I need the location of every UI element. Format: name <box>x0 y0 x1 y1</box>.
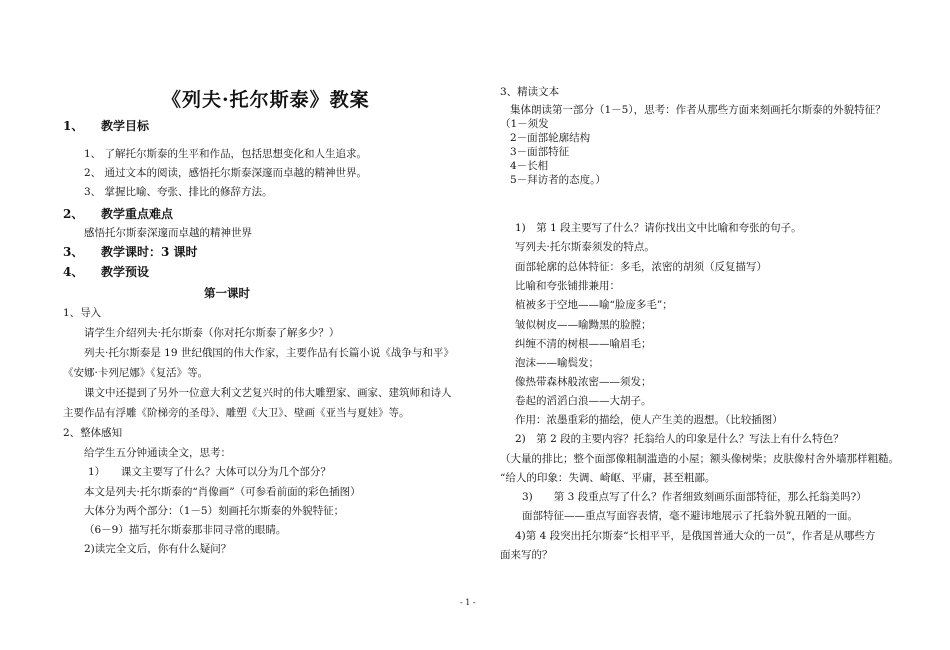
answer-line: 面来写的？ <box>500 549 553 561</box>
key-point-text: 感悟托尔斯泰深邃而卓越的精神世界 <box>84 227 252 239</box>
paragraph-line: 2)读完全文后，你有什么疑问？ <box>84 543 232 555</box>
answer-line: 卷起的滔滔白浪——大胡子。 <box>515 395 652 407</box>
answer-line: 纠缠不清的树根——喻眉毛； <box>515 338 652 350</box>
paragraph-line: 课文中还提到了另外一位意大利文艺复兴时的伟大雕塑家、画家、建筑师和诗人 <box>84 387 452 399</box>
question-line: 3－面部特征 <box>510 146 570 158</box>
lesson-title: 第一课时 <box>204 286 250 300</box>
paragraph-line: 1） 课文主要写了什么？大体可以分为几个部分？ <box>88 466 331 478</box>
section-number: 4、 <box>63 265 84 279</box>
paragraph-line: 《安娜·卡列尼娜》《复活》等。 <box>63 367 209 379</box>
answer-line: 作用：浓墨重彩的描绘，使人产生美的遐想。（比较插图） <box>515 414 783 426</box>
paragraph-line: 主要作品有浮雕《阶梯旁的圣母》、雕塑《大卫》、壁画《亚当与夏娃》等。 <box>63 407 410 419</box>
goal-item: 2、 通过文本的阅读，感悟托尔斯泰深邃而卓越的精神世界。 <box>84 167 368 179</box>
paragraph-line: 请学生介绍列夫·托尔斯泰（你对托尔斯泰了解多少？） <box>84 327 340 339</box>
paragraph-line: 大体分为两个部分：（1－5）刻画托尔斯泰的外貌特征； <box>84 505 345 517</box>
section-title: 教学预设 <box>101 265 150 279</box>
section-number: 3、 <box>63 245 84 259</box>
subsection-heading: 3、精读文本 <box>500 86 560 98</box>
answer-line: 皱似树皮——喻黝黑的脸膛； <box>515 319 652 331</box>
subsection-heading: 1、导入 <box>63 307 102 319</box>
question-line: 集体朗读第一部分（1－5），思考：作者从那些方面来刻画托尔斯泰的外貌特征？ <box>510 104 886 116</box>
answer-line: 比喻和夸张铺排兼用： <box>515 280 620 292</box>
answer-line: 2) 第 2 段的主要内容？托翁给人的印象是什么？写法上有什么特色？ <box>515 433 844 445</box>
question-line: 5－拜访者的态度。） <box>510 174 606 186</box>
answer-line: 像热带森林般浓密——须发； <box>515 376 652 388</box>
answer-line: 1) 第 1 段主要写了什么？请你找出文中比喻和夸张的句子。 <box>515 222 802 234</box>
section-title: 教学重点难点 <box>101 207 174 221</box>
goal-item: 1、 了解托尔斯泰的生平和作品，包括思想变化和人生追求。 <box>84 148 368 160</box>
question-line: 2－面部轮廓结构 <box>510 132 591 144</box>
paragraph-line: 列夫·托尔斯泰是 19 世纪俄国的伟大作家，主要作品有长篇小说《战争与和平》 <box>84 347 454 359</box>
paragraph-line: （6－9）描写托尔斯泰那非同寻常的眼睛。 <box>84 524 287 536</box>
question-line: 4－长相 <box>510 160 549 172</box>
answer-line: 植被多于空地——喻“脸庞多毛”； <box>515 299 673 311</box>
subsection-heading: 2、整体感知 <box>63 427 123 439</box>
question-line: （1－须发 <box>500 118 549 130</box>
answer-line: “给人的印象：失调、崎岖、平庸，甚至粗鄙。 <box>500 472 716 484</box>
section-title: 教学目标 <box>101 119 150 133</box>
answer-line: 面部特征——重点写面容表情，毫不避讳地展示了托翁外貌丑陋的一面。 <box>522 510 858 522</box>
document-title: 《列夫·托尔斯泰》教案 <box>162 89 370 111</box>
answer-line: 写列夫·托尔斯泰须发的特点。 <box>515 241 655 253</box>
page-number: - 1 - <box>460 598 476 607</box>
answer-line: 面部轮廓的总体特征：多毛，浓密的胡须（反复描写） <box>515 261 767 273</box>
paragraph-line: 给学生五分钟通读全文，思考： <box>84 447 231 459</box>
goal-item: 3、 掌握比喻、夸张、排比的修辞方法。 <box>84 186 273 198</box>
section-number: 1、 <box>63 119 84 133</box>
answer-line: （大量的排比；整个面部像粗制滥造的小屋；额头像树柴；皮肤像村舍外墙那样粗糙。 <box>500 453 899 465</box>
answer-line: 3) 第 3 段重点写了什么？作者细致刻画乐面部特征，那么托翁美吗?） <box>522 491 867 503</box>
section-number: 2、 <box>63 207 84 221</box>
section-title: 教学课时：3 课时 <box>101 245 198 259</box>
paragraph-line: 本文是列夫·托尔斯泰的“肖像画”（可参看前面的彩色插图） <box>84 486 361 498</box>
answer-line: 泡沫——喻鬓发； <box>515 357 599 369</box>
answer-line: 4)第 4 段突出托尔斯泰“长相平平，是俄国普通大众的一员”，作者是从哪些方 <box>515 530 876 542</box>
